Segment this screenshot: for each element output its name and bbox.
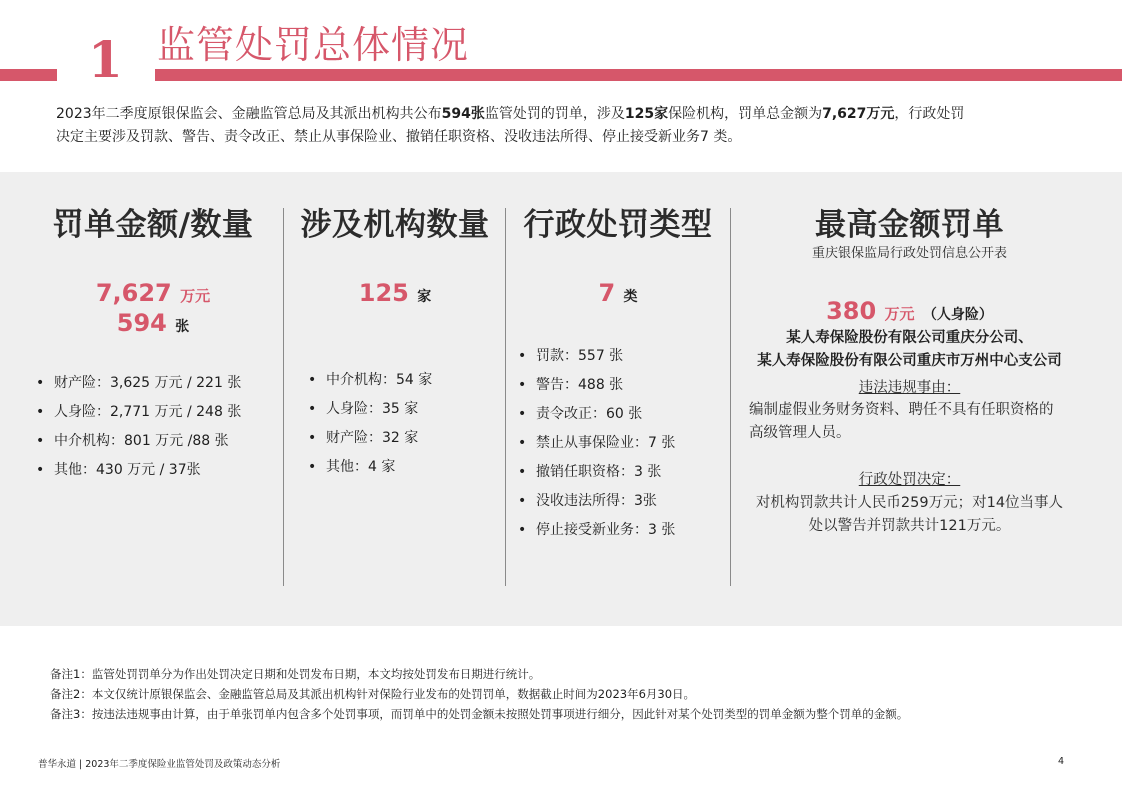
list-item: • 没收违法所得：3张 <box>518 487 675 516</box>
column-highest <box>737 172 1082 626</box>
institutions-total-unit: 家 <box>417 289 432 305</box>
footnote-1: 备注1：监管处罚罚单分为作出处罚决定日期和处罚发布日期，本文均按处罚发布日期进行统计。 <box>50 667 541 681</box>
list-item: • 禁止从事保险业：7 张 <box>518 429 675 458</box>
column-amount <box>30 172 276 626</box>
amount-total-unit: 万元 <box>180 287 211 305</box>
reason-heading: 违法违规事由： <box>858 380 961 396</box>
institutions-total-value: 125 <box>358 279 409 307</box>
column-highest-title: 最高金额罚单 <box>815 207 1004 243</box>
amount-count-value: 594 <box>116 309 167 337</box>
reason-text: 编制虚假业务财务资料、聘任不具有任职资格的 高级管理人员。 <box>749 402 1054 441</box>
intro-paragraph <box>56 103 1076 149</box>
list-item: • 人身险：2,771 万元 / 248 张 <box>36 398 241 427</box>
list-item: • 责令改正：60 张 <box>518 400 675 429</box>
amount-count <box>30 308 276 342</box>
list-item: • 中介机构：801 万元 /88 张 <box>36 427 241 456</box>
highest-company-1: 某人寿保险股份有限公司重庆分公司、 <box>786 330 1033 346</box>
list-item: • 警告：488 张 <box>518 371 675 400</box>
highest-amount-value: 380 <box>826 297 877 325</box>
column-institutions <box>284 172 506 626</box>
types-total-value: 7 <box>598 279 616 307</box>
list-item: • 停止接受新业务：3 张 <box>518 516 675 545</box>
types-total-unit: 类 <box>623 289 638 305</box>
list-item: • 人身险：35 家 <box>308 395 432 424</box>
amount-total <box>30 278 276 311</box>
amount-count-unit: 张 <box>175 319 190 335</box>
footer-source: 普华永道 | 2023年二季度保险业监管处罚及政策动态分析 <box>38 759 281 770</box>
page-title: 监管处罚总体情况 <box>157 23 470 67</box>
list-item: • 其他：4 家 <box>308 453 432 482</box>
list-item: • 财产险：32 家 <box>308 424 432 453</box>
column-amount-title: 罚单金额/数量 <box>52 207 254 243</box>
footnote-3: 备注3：按违法违规事由计算，由于单张罚单内包含多个处罚事项，而罚单中的处罚金额未按照处罚事项进行细分，因此针对某个处罚类型的罚单金额为整个罚单的金额。 <box>50 707 909 721</box>
list-item: • 财产险：3,625 万元 / 221 张 <box>36 369 241 398</box>
highest-companies <box>737 327 1082 372</box>
column-institutions-title: 涉及机构数量 <box>300 207 490 243</box>
column-divider <box>730 208 731 586</box>
accent-bar-right <box>155 69 1122 81</box>
intro-line-2: 决定主要涉及罚款、警告、责令改正、禁止从事保险业、撤销任职资格、没收违法所得、停止接受新业务7 类。 <box>56 129 742 145</box>
summary-panel <box>0 172 1122 626</box>
footnotes <box>50 664 908 724</box>
highest-amount-category: （人身险） <box>922 307 993 323</box>
accent-bar-left <box>0 69 57 81</box>
list-item: • 罚款：557 张 <box>518 342 675 371</box>
decision-text: 对机构罚款共计人民币259万元；对14位当事人 处以警告并罚款共计121万元。 <box>755 495 1064 534</box>
list-item: • 其他：430 万元 / 37张 <box>36 456 241 485</box>
column-types-title: 行政处罚类型 <box>523 207 713 243</box>
highest-amount-unit: 万元 <box>884 305 915 323</box>
column-highest-subtitle: 重庆银保监局行政处罚信息公开表 <box>811 246 1007 261</box>
highest-company-2: 某人寿保险股份有限公司重庆市万州中心支公司 <box>757 352 1062 369</box>
institutions-breakdown-list <box>308 366 432 482</box>
intro-line-1: 2023年二季度原银保监会、金融监管总局及其派出机构共公布594张监管处罚的罚单，涉及125家保险机构，罚单总金额为7,627万元，行政处罚 <box>56 106 965 122</box>
list-item: • 中介机构：54 家 <box>308 366 432 395</box>
institutions-total <box>284 278 506 312</box>
types-total <box>506 278 730 312</box>
list-item: • 撤销任职资格：3 张 <box>518 458 675 487</box>
decision-heading: 行政处罚决定： <box>858 472 961 488</box>
page-number: 4 <box>1058 756 1065 767</box>
section-number: 1 <box>88 30 123 89</box>
footnote-2: 备注2：本文仅统计原银保监会、金融监管总局及其派出机构针对保险行业发布的处罚罚单，数据截止时间为2023年6月30日。 <box>50 687 696 701</box>
types-breakdown-list <box>518 342 675 545</box>
amount-total-value: 7,627 <box>95 279 172 307</box>
column-types <box>506 172 730 626</box>
amount-breakdown-list <box>36 369 241 485</box>
highest-amount <box>737 296 1082 330</box>
